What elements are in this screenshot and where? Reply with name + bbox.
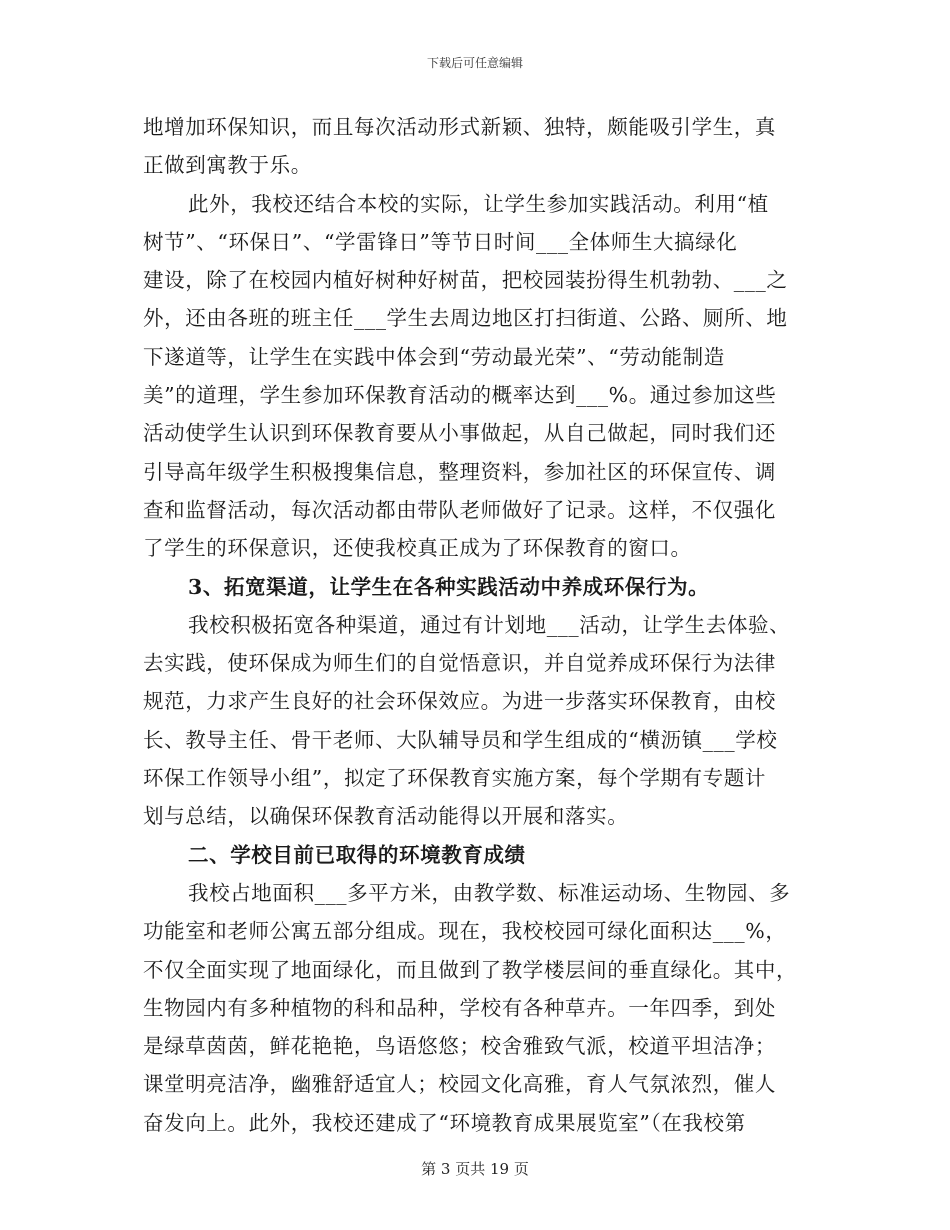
- paragraph-line: 划与总结，以确保环保教育活动能得以开展和落实。: [143, 804, 629, 829]
- section-heading-line: 二、学校目前已取得的环境教育成绩: [188, 842, 526, 867]
- paragraph-line: 规范，力求产生良好的社会环保效应。为进一步落实环保教育，由校: [143, 689, 776, 714]
- page-number-footer: 第 3 页共 19 页: [421, 1160, 529, 1178]
- paragraph-line: 地增加环保知识，而且每次活动形式新颖、独特，颇能吸引学生，真: [143, 115, 776, 139]
- paragraph-line: 建设，除了在校园内植好树种好树苗，把校园装扮得生机勃勃、___之: [143, 268, 788, 293]
- paragraph-line: 是绿草茵茵，鲜花艳艳，鸟语悠悠；校舍雅致气派，校道平坦洁净；: [143, 1034, 776, 1059]
- paragraph-line: 生物园内有多种植物的科和品种，学校有各种草卉。一年四季，到处: [143, 995, 776, 1020]
- paragraph-line: 课堂明亮洁净，幽雅舒适宜人；校园文化高雅，育人气氛浓烈，催人: [143, 1072, 776, 1097]
- page-header: 下载后可任意编辑: [426, 56, 523, 70]
- paragraph-line: 我校占地面积___多平方米，由教学数、标准运动场、生物园、多: [188, 880, 791, 905]
- paragraph-line: 此外，我校还结合本校的实际，让学生参加实践活动。利用“植: [188, 191, 769, 216]
- paragraph-line: 下遂道等，让学生在实践中体会到“劳动最光荣”、“劳动能制造: [143, 344, 725, 369]
- paragraph-line: 正做到寓教于乐。: [143, 153, 312, 178]
- paragraph-line: 奋发向上。此外，我校还建成了“环境教育成果展览室”（在我校第: [143, 1110, 746, 1135]
- paragraph-line: 长、教导主任、骨干老师、大队辅导员和学生组成的“横沥镇___学校: [143, 727, 778, 752]
- paragraph-line: 树节”、“环保日”、“学雷锋日”等节日时间___全体师生大搞绿化: [143, 229, 738, 254]
- paragraph-line: 了学生的环保意识，还使我校真正成为了环保教育的窗口。: [143, 536, 692, 561]
- section-heading-line: 3、拓宽渠道，让学生在各种实践活动中养成环保行为。: [188, 574, 710, 599]
- paragraph-line: 查和监督活动，每次活动都由带队老师做好了记录。这样，不仅强化: [143, 497, 776, 522]
- paragraph-line: 引导高年级学生积极搜集信息，整理资料，参加社区的环保宣传、调: [143, 459, 776, 484]
- paragraph-line: 环保工作领导小组”，拟定了环保教育实施方案，每个学期有专题计: [143, 766, 766, 791]
- document-body: [143, 108, 808, 1142]
- paragraph-line: 不仅全面实现了地面绿化，而且做到了教学楼层间的垂直绿化。其中，: [143, 957, 798, 982]
- paragraph-line: 我校积极拓宽各种渠道，通过有计划地___活动，让学生去体验、: [188, 612, 791, 637]
- paragraph-line: 功能室和老师公寓五部分组成。现在，我校校园可绿化面积达___%，: [143, 919, 787, 944]
- paragraph-line: 美”的道理，学生参加环保教育活动的概率达到___%。通过参加这些: [143, 383, 777, 408]
- paragraph-line: 活动使学生认识到环保教育要从小事做起，从自己做起，同时我们还: [143, 421, 776, 446]
- paragraph-line: 外，还由各班的班主任___学生去周边地区打扫街道、公路、厕所、地: [143, 306, 788, 331]
- paragraph-line: 去实践，使环保成为师生们的自觉悟意识，并自觉养成环保行为法律: [143, 651, 776, 676]
